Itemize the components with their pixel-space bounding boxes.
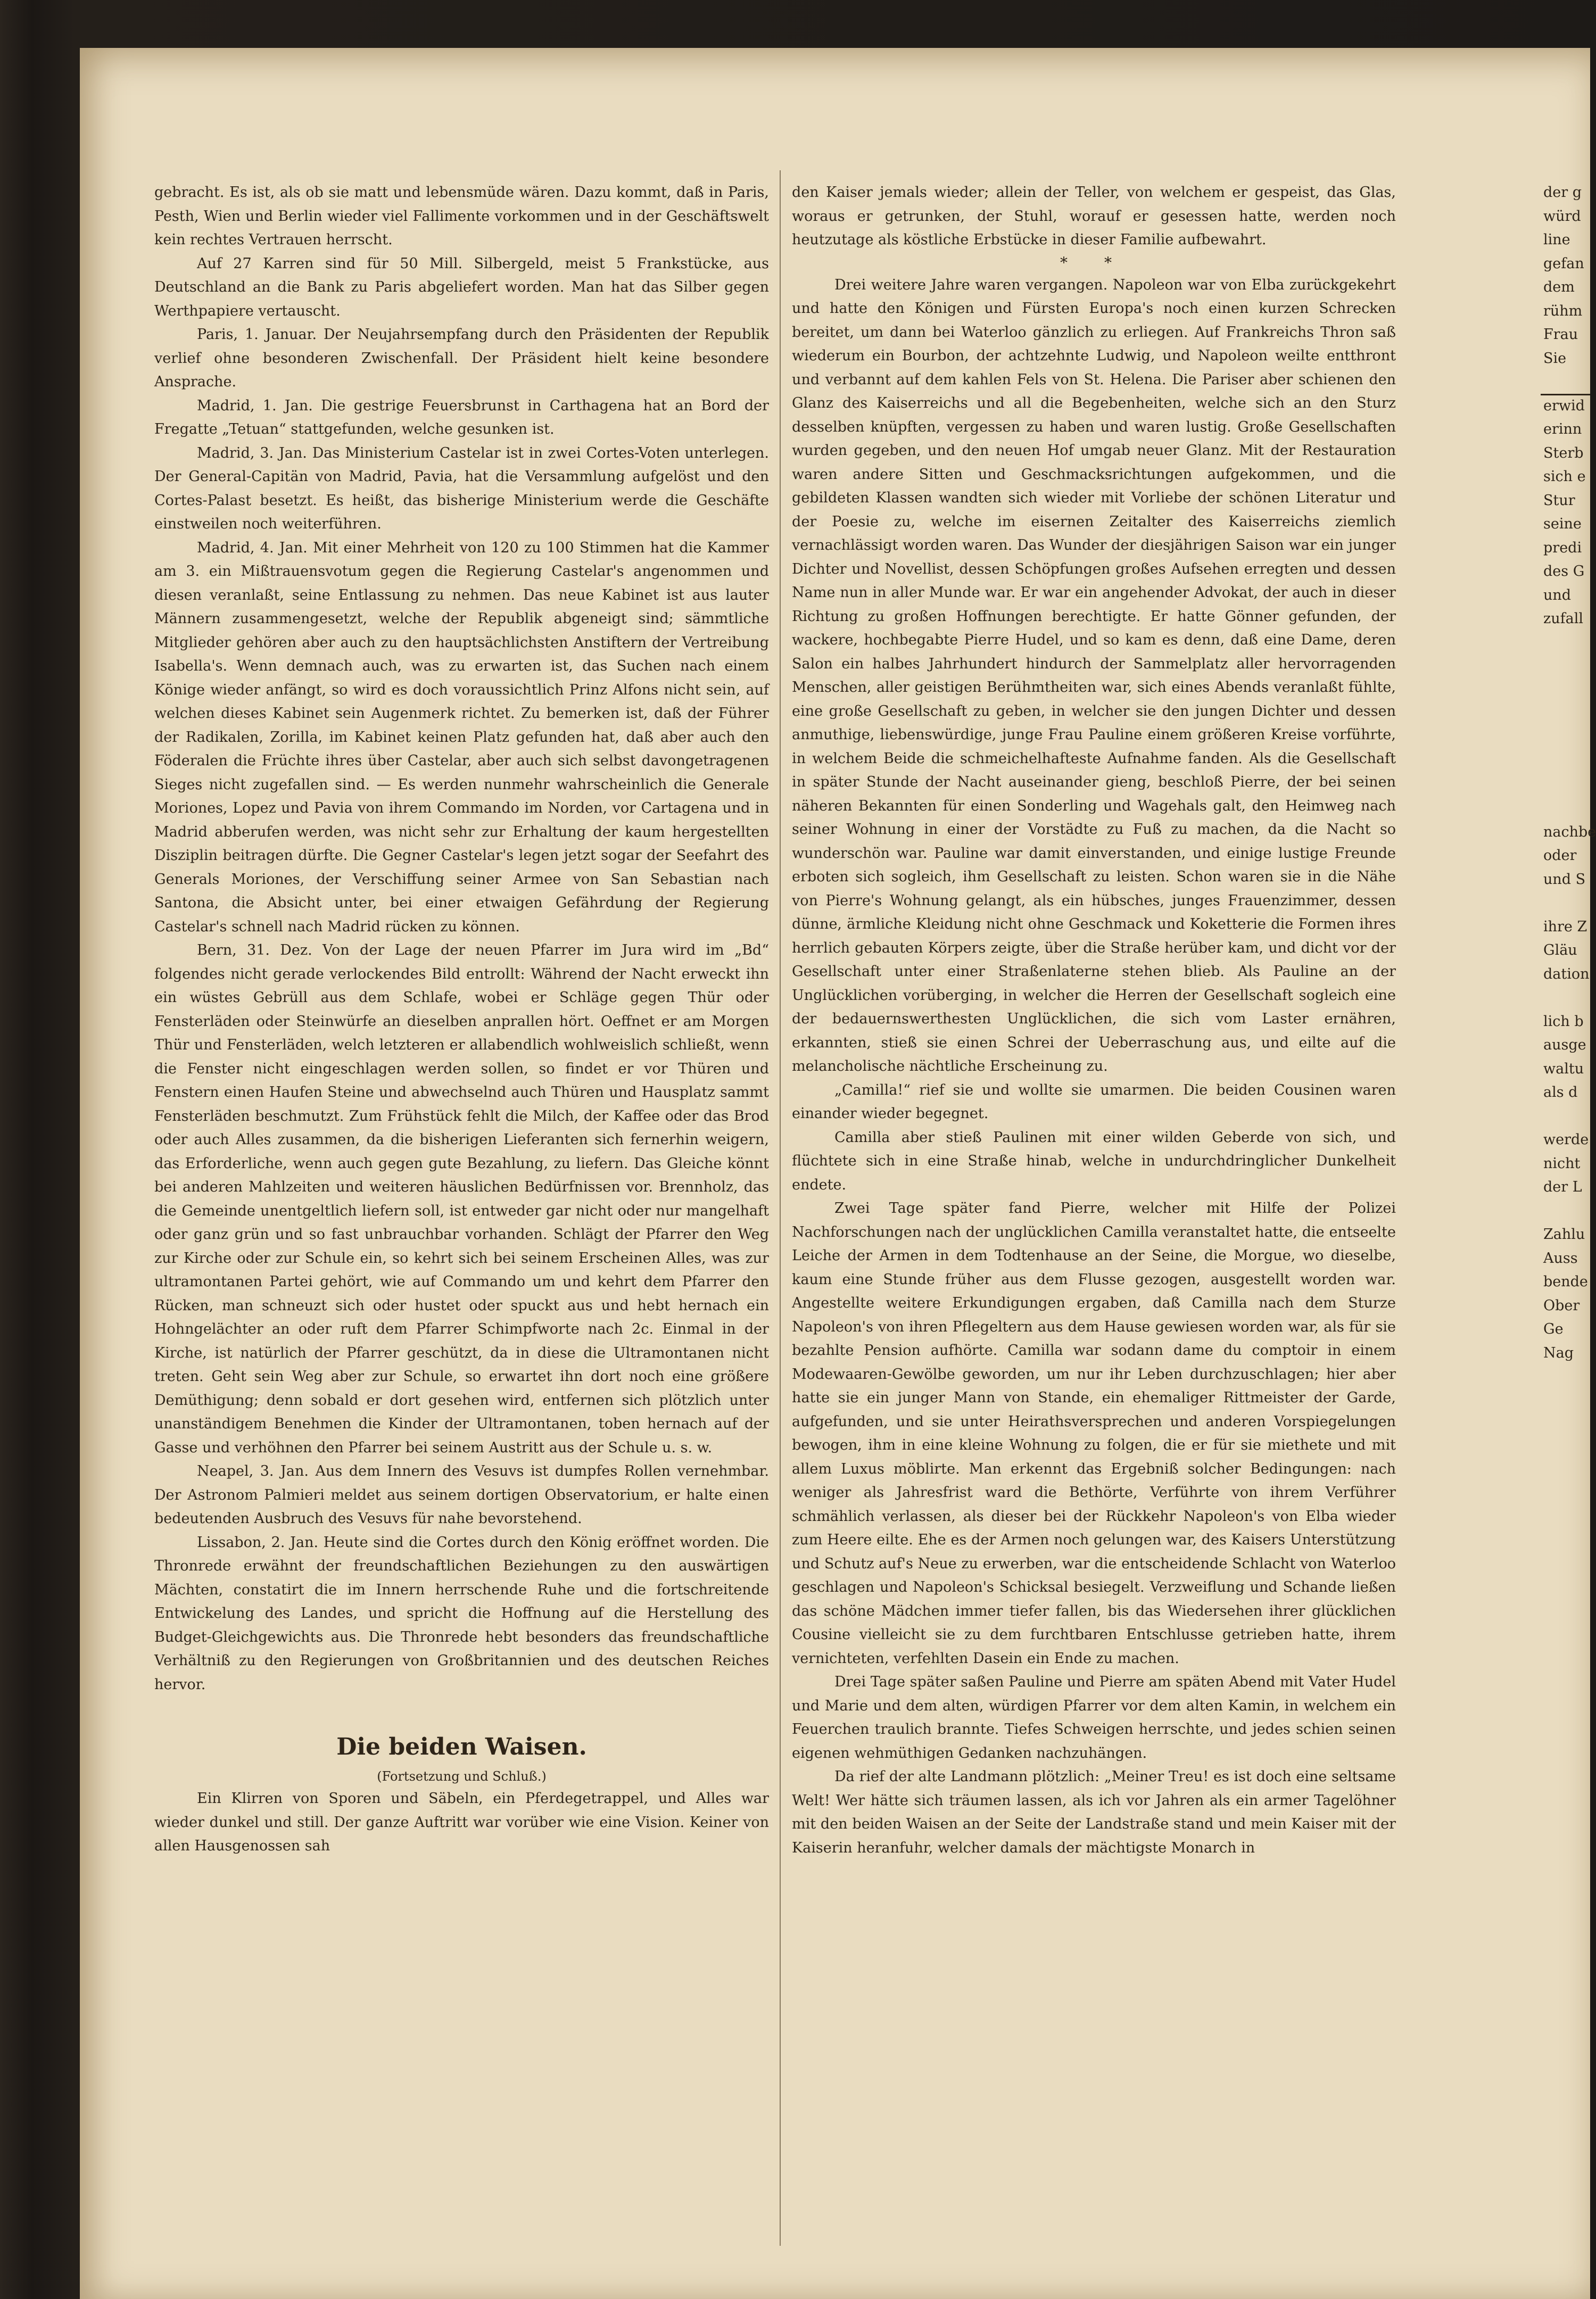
article-paragraph: Auf 27 Karren sind für 50 Mill. Silbergeld, meist 5 Frankstücke, aus Deutschland an die Bank zu Paris abgeliefert worden. Man hat das Silber gegen Werthpapiere vertauscht. (154, 255, 769, 319)
serial-paragraph: „Camilla!“ rief sie und wollte sie umarmen. Die beiden Cousinen waren einander wieder begegnet. (792, 1081, 1396, 1122)
fragment-line: ihre Z (1543, 918, 1587, 935)
fragment-line (1543, 679, 1590, 702)
fragment-line (1543, 797, 1590, 821)
fragment-line: der g (1543, 184, 1582, 201)
fragment-line: und S (1543, 871, 1586, 888)
middle-column (792, 181, 1396, 1860)
fragment-line: Sterb (1543, 444, 1584, 461)
fragment-line: der L (1543, 1179, 1582, 1195)
fragment-line: und (1543, 586, 1572, 603)
news-item-madrid-1: Madrid, 1. Jan. Die gestrige Feuersbrunst in Carthagena hat an Bord der Fregatte „Tetuan“ stattgefunden, welche gesunken ist. (154, 397, 769, 437)
serial-paragraph: Drei weitere Jahre waren vergangen. Napoleon war von Elba zurückgekehrt und hatte den Königen und Fürsten Europa's noch einen kurzen Schrecken bereitet, um dann bei Waterloo gänzlich zu erliegen. Auf Frankreichs Thron saß wiederum ein Bourbon, der achtzehnte Ludwig, und Napoleon weilte entthront und verbannt auf dem kahlen Fels von St. Helena. Die Pariser aber schienen den Glanz des Kaiserreichs und all die Begebenheiten, welche sich an den Sturz desselben knüpften, vergessen zu haben und waren lustig. Große Gesellschaften wurden gegeben, und den neuen Hof umgab neuer Glanz. Mit der Restauration waren andere Sitten und Geschmacksrichtungen aufgekommen, und die gebildeten Klassen wandten sich wieder mit Vorliebe der schönen Literatur und der Poesie zu, welche im eisernen Zeitalter des Kaiserreichs ziemlich vernachlässigt worden waren. Das Wunder der diesjährigen Saison war ein junger Dichter und Novellist, dessen Schöpfungen großes Aufsehen erregten und dessen Name nun in aller Munde war. Er war ein angehender Advokat, der auch in dieser Richtung zu großen Hoffnungen berechtigte. Er hatte Gönner gefunden, der wackere, hochbegabte Pierre Hudel, und so kam es denn, daß eine Dame, deren Salon ein halbes Jahrhundert hindurch der Sammelplatz aller hervorragenden Menschen, aller geistigen Berühmtheiten war, sich eines Abends veranlaßt fühlte, eine große Gesellschaft zu geben, in welcher sie den jungen Dichter und dessen anmuthige, liebenswürdige, junge Frau Pauline einem größeren Kreise vorführte, in welchem Beide die schmeichelhafteste Aufnahme fanden. Als die Gesellschaft in später Stunde der Nacht auseinander gieng, beschloß Pierre, der bei seinen näheren Bekannten für einen Sonderling und Wagehals galt, den Heimweg nach seiner Wohnung in einer der Vorstädte zu Fuß zu machen, da die Nacht so wunderschön war. Pauline war damit einverstanden, und einige lustige Freunde erboten sich sogleich, ihm Gesellschaft zu leisten. Schon waren sie in die Nähe von Pierre's Wohnung gelangt, als ein hübsches, junges Frauenzimmer, dessen dünne, ärmliche Kleidung nicht ohne Geschmack und Koketterie die Formen ihres herrlich gebauten Körpers zeigte, über die Straße herüber kam, und dicht vor der Gesellschaft unter einer Straßenlaterne stehen blieb. Als Pauline an der Unglücklichen vorüberging, in welcher die Herren der Gesellschaft sogleich eine der bedauernswerthesten Unglücklichen, die sich vom Laster ernähren, erkannten, stieß sie einen Schrei der Ueberraschung aus, und eilte auf die melancholische nächtliche Erscheinung zu. (792, 276, 1396, 1074)
fragment-line (1543, 370, 1590, 394)
fragment-line: seine (1543, 516, 1582, 532)
news-item-paris: Paris, 1. Januar. Der Neujahrsempfang durch den Präsidenten der Republik verlief ohne besonderen Zwischenfall. Der Präsident hielt keine besondere Ansprache. (154, 326, 769, 390)
fragment-line: ausge (1543, 1037, 1586, 1053)
fragment-line: lich b (1543, 1013, 1584, 1030)
news-item-bern: Bern, 31. Dez. Von der Lage der neuen Pfarrer im Jura wird im „Bd“ folgendes nicht gerade verlockendes Bild entrollt: Während der Nacht erweckt ihn ein wüstes Gebrüll aus dem Schlafe, wobei er Schläge gegen Thür oder Fensterläden oder Steinwürfe an dieselben anprallen hört. Oeffnet er am Morgen Thür und Fensterläden, welch letzteren er allabendlich wohlweislich schließt, wenn die Fenster nicht eingeschlagen werden sollen, so findet er vor Thüren und Fenstern einen Haufen Steine und abwechselnd auch Thüren und Hausplatz sammt Fensterläden beschmutzt. Zum Frühstück fehlt die Milch, der Kaffee oder das Brod oder auch Alles zusammen, da die bisherigen Lieferanten sich fernerhin weigern, das Erforderliche, wenn auch gegen gute Bezahlung, zu liefern. Das Gleiche könnt bei anderen Mahlzeiten und weiteren häuslichen Bedürfnissen vor. Brennholz, das die Gemeinde unentgeltlich liefern soll, ist entweder gar nicht oder nur mangelhaft oder ganz grün und so fast unbrauchbar vorhanden. Schlägt der Pfarrer den Weg zur Kirche oder zur Schule ein, so kehrt sich bei seinem Erscheinen Alles, was zur ultramontanen Partei gehört, wie auf Commando um und kehrt dem Pfarrer den Rücken, man schneuzt sich oder hustet oder spuckt aus und hebt hernach ein Hohngelächter an oder ruft dem Pfarrer Schimpfworte nach 2c. Einmal in der Kirche, ist natürlich der Pfarrer geschützt, da in diese die Ultramontanen nicht treten. Geht sein Weg aber zur Schule, so erwartet ihn dort noch eine größere Demüthigung; denn sobald er dort gesehen wird, entfernen sich plötzlich unter unanständigem Benehmen die Kinder der Ultramontanen, toben hernach auf der Gasse und verhöhnen den Pfarrer bei seinem Austritt aus der Schule u. s. w. (154, 942, 769, 1456)
serial-title: Die beiden Waisen. (336, 1733, 587, 1760)
fragment-line: erwid (1543, 397, 1585, 414)
fragment-line: Ober (1543, 1297, 1580, 1314)
fragment-line: werde (1543, 1131, 1589, 1148)
news-item-madrid-4: Madrid, 4. Jan. Mit einer Mehrheit von 120 zu 100 Stimmen hat die Kammer am 3. ein Mißtrauensvotum gegen die Regierung Castelar's angenommen und diesen veranlaßt, seine Entlassung zu nehmen. Das neue Kabinet ist aus lauter Männern zusammengesetzt, welche der Republik abgeneigt sind; sämmtliche Mitglieder gehören aber auch zu den hauptsächlichsten Anstiftern der Vertreibung Isabella's. Wenn demnach auch, was zu erwarten ist, das Suchen nach einem Könige wieder anfängt, so wird es doch voraussichtlich Prinz Alfons nicht sein, auf welchen dieses Kabinet sein Augenmerk richtet. Zu bemerken ist, daß der Führer der Radikalen, Zorilla, im Kabinet keinen Platz gefunden hat, daß aber auch den Föderalen die Früchte ihres über Castelar, aber auch sich selbst davongetragenen Sieges nicht zugefallen sind. — Es werden nunmehr wahrscheinlich die Generale Moriones, Lopez und Pavia von ihrem Commando im Norden, vor Cartagena und in Madrid abberufen werden, was nicht sehr zur Erhaltung der kaum hergestellten Disziplin beitragen dürfte. Die Gegner Castelar's legen jetzt sogar der Seefahrt des Generals Moriones, der Verschiffung seiner Armee von San Sebastian nach Santona, die Absicht unter, bei einer etwaigen Gefährdung der Regierung Castelar's schnell nach Madrid rücken zu können. (154, 539, 769, 935)
fragment-line (1543, 1105, 1590, 1129)
left-column (154, 181, 769, 1858)
fragment-line: Stur (1543, 492, 1575, 509)
fragment-line: predi (1543, 539, 1582, 556)
fragment-line (1543, 631, 1590, 655)
serial-subtitle: (Fortsetzung und Schluß.) (377, 1769, 547, 1784)
news-item-lissabon: Lissabon, 2. Jan. Heute sind die Cortes durch den König eröffnet worden. Die Thronrede erwähnt der freundschaftlichen Beziehungen zu den auswärtigen Mächten, constatirt die im Innern herrschende Ruhe und die fortschreitende Entwickelung des Landes, und spricht die Hoffnung auf die Herstellung des Budget-Gleichgewichts aus. Die Thronrede hebt besonders das freundschaftliche Verhältniß zu den Regierungen von Großbritannien und des deutschen Reiches hervor. (154, 1534, 769, 1693)
serial-paragraph: den Kaiser jemals wieder; allein der Teller, von welchem er gespeist, das Glas, woraus er getrunken, der Stuhl, worauf er gesessen hatte, werden noch heutzutage als köstliche Erbstücke in dieser Familie aufbewahrt. (792, 184, 1396, 248)
fragment-line: oder (1543, 847, 1577, 864)
fragment-line: Frau (1543, 326, 1578, 343)
fragment-line (1543, 749, 1590, 773)
column-rule (780, 170, 781, 2246)
fragment-line: Zahlu (1543, 1226, 1585, 1243)
serial-paragraph: Camilla aber stieß Paulinen mit einer wilden Geberde von sich, und flüchtete sich in eine Straße hinab, welche in undurchdringlicher Dunkelheit endete. (792, 1129, 1396, 1193)
serial-paragraph: Ein Klirren von Sporen und Säbeln, ein Pferdegetrappel, und Alles war wieder dunkel und still. Der ganze Auftritt war vorüber wie eine Vision. Keiner von allen Hausgenossen sah (154, 1790, 769, 1854)
fragment-line: bende (1543, 1273, 1588, 1290)
fragment-line (1543, 655, 1590, 679)
fragment-line: Sie (1543, 350, 1567, 367)
fragment-line: des G (1543, 563, 1585, 580)
article-paragraph: gebracht. Es ist, als ob sie matt und lebensmüde wären. Dazu kommt, daß in Paris, Pesth, Wien und Berlin wieder viel Fallimente vorkommen und in der Geschäftswelt kein rechtes Vertrauen herrscht. (154, 184, 769, 248)
fragment-line: dation (1543, 965, 1590, 982)
fragment-line: sich e (1543, 468, 1586, 485)
cut-off-right-column (1543, 181, 1596, 1365)
fragment-line: Auss (1543, 1250, 1578, 1267)
fragment-line: Ge (1543, 1321, 1564, 1337)
fragment-line (1543, 773, 1590, 797)
news-item-neapel: Neapel, 3. Jan. Aus dem Innern des Vesuvs ist dumpfes Rollen vernehmbar. Der Astronom Palmieri meldet aus seinem dortigen Observatorium, er halte einen bedeutenden Ausbruch des Vesuvs für nahe bevorstehend. (154, 1463, 769, 1527)
fragment-line: dem (1543, 279, 1575, 295)
fragment-line: line (1543, 231, 1570, 248)
fragment-line: gefan (1543, 255, 1584, 272)
fragment-line: Nag (1543, 1344, 1574, 1361)
serial-paragraph: Drei Tage später saßen Pauline und Pierre am späten Abend mit Vater Hudel und Marie und dem alten, würdigen Pfarrer vor dem alten Kamin, in welchem ein Feuerchen traulich brannte. Tiefes Schweigen herrschte, und jedes schien seinen eigenen wehmüthigen Gedanken nachzuhängen. (792, 1674, 1396, 1762)
fragment-line: würd (1543, 208, 1581, 225)
fragment-line: nachbe (1543, 823, 1596, 840)
fragment-line: erinn (1543, 421, 1582, 437)
news-item-madrid-3: Madrid, 3. Jan. Das Ministerium Castelar ist in zwei Cortes-Voten unterlegen. Der General-Capitän von Madrid, Pavia, hat die Versammlung aufgelöst und den Cortes-Palast besetzt. Es heißt, das bisherige Ministerium werde die Geschäfte einstweilen noch weiterführen. (154, 444, 769, 532)
fragment-line (1543, 726, 1590, 750)
fragment-line: rühm (1543, 302, 1583, 319)
fragment-line (1543, 1200, 1590, 1223)
fragment-line (1543, 891, 1590, 915)
section-separator: * * (1060, 253, 1128, 271)
fragment-line: Gläu (1543, 942, 1577, 958)
serial-paragraph: Zwei Tage später fand Pierre, welcher mit Hilfe der Polizei Nachforschungen nach der unglücklichen Camilla veranstaltet hatte, die entseelte Leiche der Armen in dem Todtenhause an der Seine, die Morgue, wo dieselbe, kaum eine Stunde früher aus dem Flusse gezogen, ausgestellt worden war. Angestellte weitere Erkundigungen ergaben, daß Camilla nach dem Sturze Napoleon's von ihren Pflegeltern aus dem Hause gewiesen worden war, als für sie bezahlte Pension aufhörte. Camilla war sodann dame du comptoir in einem Modewaaren-Gewölbe geworden, um nur ihr Leben durchzuschlagen; hier aber hatte sie ein junger Mann von Stande, ein ehemaliger Rittmeister der Garde, aufgefunden, und sie unter Heirathsversprechen und anderen Vorspiegelungen bewogen, ihm in eine kleine Wohnung zu folgen, die er für sie miethete und mit allem Luxus möblirte. Man erkennt das Ergebniß solcher Bedingungen: nach weniger als Jahresfrist ward die Bethörte, Verführte von ihrem Verführer schmählich verlassen, als dieser bei der Rückkehr Napoleon's von Elba wieder zum Heere eilte. Ehe es der Armen noch gelungen war, des Kaisers Unterstützung und Schutz auf's Neue zu erwerben, war die entscheidende Schlacht von Waterloo geschlagen und Napoleon's Schicksal besiegelt. Verzweiflung und Schande ließen das schöne Mädchen immer tiefer fallen, bis das Wiedersehen ihrer glücklichen Cousine vielleicht sie zu dem furchtbaren Entschlusse getrieben hatte, ihrem vernichteten, verfehlten Dasein ein Ende zu machen. (792, 1200, 1396, 1667)
fragment-line: zufall (1543, 610, 1583, 627)
serial-paragraph: Da rief der alte Landmann plötzlich: „Meiner Treu! es ist doch eine seltsame Welt! Wer hätte sich träumen lassen, als ich vor Jahren als ein armer Tagelöhner mit den beiden Waisen an der Seite der Landstraße stand und mein Kaiser mit der Kaiserin heranfuhr, welcher damals der mächtigste Monarch in (792, 1768, 1396, 1856)
fragment-line: waltu (1543, 1060, 1584, 1077)
fragment-line: nicht (1543, 1155, 1581, 1172)
fragment-line (1543, 702, 1590, 726)
fragment-line: als d (1543, 1084, 1578, 1101)
fragment-line (1543, 986, 1590, 1010)
